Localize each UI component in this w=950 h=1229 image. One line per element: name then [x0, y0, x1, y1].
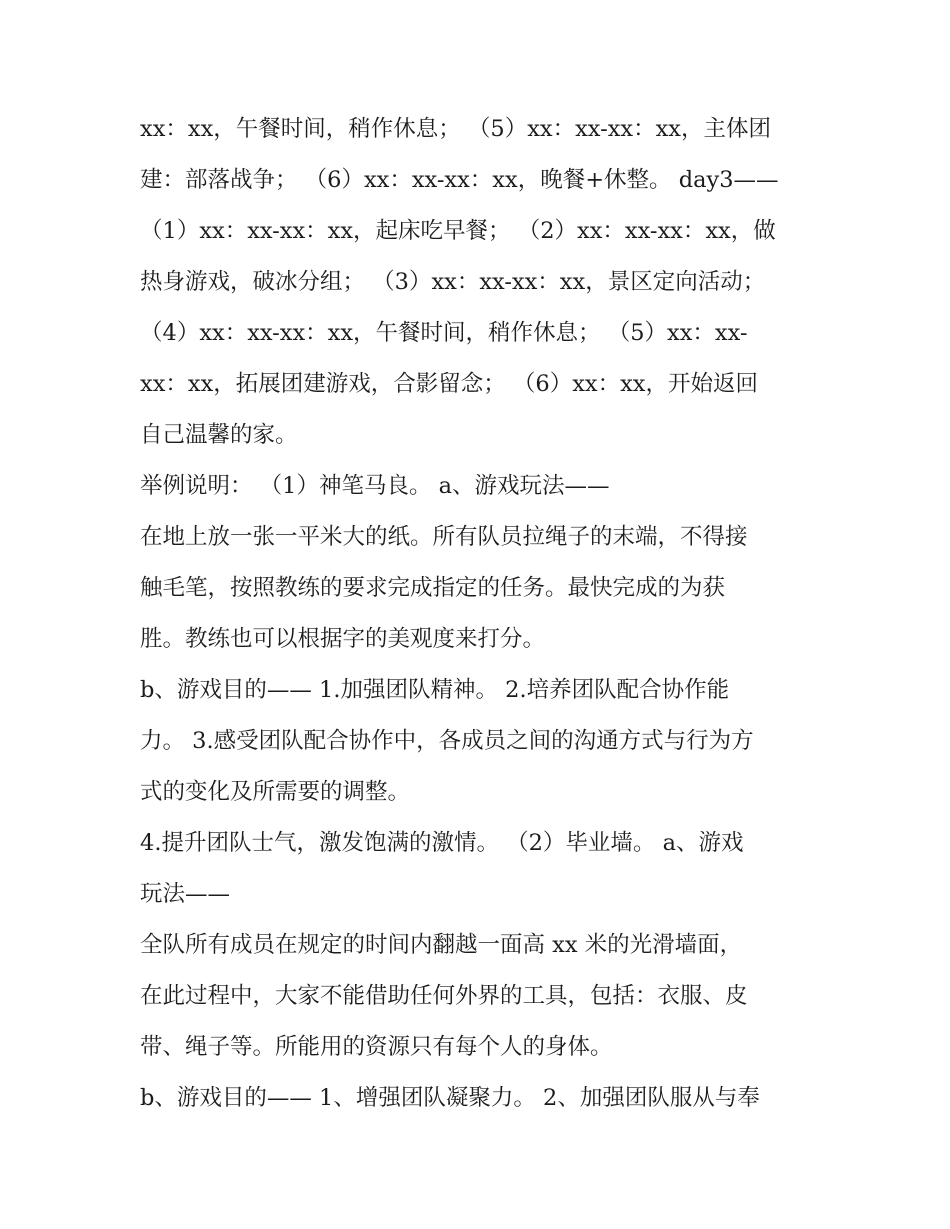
text-line: 建：部落战争； （6）xx：xx-xx：xx，晚餐+休整。 day3——: [140, 167, 779, 193]
text-line: 自己温馨的家。: [140, 422, 298, 448]
text-line: 胜。教练也可以根据字的美观度来打分。: [140, 626, 546, 652]
text-line: xx：xx，拓展团建游戏，合影留念； （6）xx：xx，开始返回: [140, 371, 758, 397]
document-body: [140, 104, 820, 1124]
text-line: 式的变化及所需要的调整。: [140, 779, 411, 805]
text-line: 力。 3.感受团队配合协作中，各成员之间的沟通方式与行为方: [140, 728, 754, 754]
text-line: 带、绳子等。所能用的资源只有每个人的身体。: [140, 1034, 613, 1060]
text-line: 触毛笔，按照教练的要求完成指定的任务。最快完成的为获: [140, 575, 726, 601]
text-line: b、游戏目的—— 1.加强团队精神。 2.培养团队配合协作能: [140, 677, 730, 703]
text-line: （4）xx：xx-xx：xx，午餐时间，稍作休息； （5）xx：xx-: [140, 320, 748, 346]
text-line: 4.提升团队士气，激发饱满的激情。 （2）毕业墙。 a、游戏: [140, 830, 744, 856]
text-line: 全队所有成员在规定的时间内翻越一面高 xx 米的光滑墙面，: [140, 932, 743, 958]
text-line: 玩法——: [140, 881, 231, 907]
text-line: （1）xx：xx-xx：xx，起床吃早餐； （2）xx：xx-xx：xx，做: [140, 218, 776, 244]
text-line: xx：xx，午餐时间，稍作休息； （5）xx：xx-xx：xx，主体团: [140, 116, 771, 142]
text-line: b、游戏目的—— 1、增强团队凝聚力。 2、加强团队服从与奉: [140, 1085, 760, 1111]
text-line: 举例说明： （1）神笔马良。 a、游戏玩法——: [140, 473, 610, 499]
text-line: 热身游戏，破冰分组； （3）xx：xx-xx：xx，景区定向活动；: [140, 269, 766, 295]
text-line: 在地上放一张一平米大的纸。所有队员拉绳子的末端，不得接: [140, 524, 748, 550]
text-line: 在此过程中，大家不能借助任何外界的工具，包括：衣服、皮: [140, 983, 748, 1009]
